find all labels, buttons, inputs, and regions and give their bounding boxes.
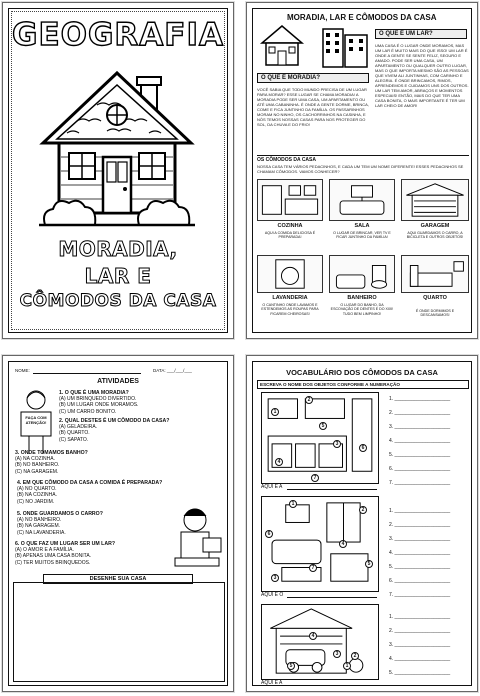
room-desc-living: O LUGAR DE BRINCAR, VER TV E FICAR JUNTINHO DA FAMÍLIA! (333, 231, 391, 240)
cover-page (2, 2, 234, 339)
cover-title: GEOGRAFIA (12, 17, 224, 53)
room-name-kitchen: COZINHA (277, 223, 303, 229)
question-5: 5. ONDE GUARDAMOS O CARRO? (A) NO BANHEIRO. (B) NA GARAGEM. (C) NA LAVANDERIA. (17, 511, 103, 536)
name-field[interactable] (33, 373, 141, 374)
question-1: 1. O QUE É UMA MORADIA? (A) UM BRINQUEDO DIVERTIDO. (B) UM LUGAR ONDE MORAMOS. (C) UM CARRO BONITO. (59, 390, 139, 415)
room-desc-kitchen: AQUI A COMIDA DELICIOSA É PREPARADA! (264, 231, 316, 240)
date-field[interactable]: DATA: ___/___/___ (153, 368, 192, 373)
cover-subtitle-line-1: MORADIA, (58, 237, 178, 261)
question-4: 4. EM QUE CÔMODO DA CASA A COMIDA É PREPARADA? (A) NO QUARTO. (B) NA COZINHA. (C) NO JARDIM. (17, 480, 163, 505)
room-name-bedroom: QUARTO (423, 295, 447, 301)
room-image-bathroom (329, 255, 395, 293)
q-lar-heading: O QUE É UM LAR? (375, 29, 467, 39)
garage-scene (261, 604, 379, 680)
room-image-bedroom (401, 255, 469, 293)
room-image-laundry (257, 255, 323, 293)
kitchen-answer-field[interactable] (287, 489, 377, 490)
room-name-garage: GARAGEM (420, 223, 450, 229)
cover-subtitle-line-3: CÔMODOS DA CASA (19, 291, 217, 311)
attention-sign: FAÇA COM ATENÇÃO! (25, 415, 47, 425)
house-illustration (37, 65, 197, 235)
boy-illustration (169, 506, 225, 568)
house-icon (259, 23, 305, 69)
vocabulary-page: VOCABULÁRIO DOS CÔMODOS DA CASA ESCREVA O NOME DOS OBJETOS CONFORME A NUMERAÇÃO 2 1 5 6 4 3 7 AQUI É A 1. ____________________ 2. ____________________ 3. ____________________ 4. ____________________ 5. ____________________ 6. ____________________ 7. ____________________ 1 2 6 4 7 5 3 AQUI É O 1. ____________________ 2. ____________________ 3. ____________________ 4. ____________________ 5. ____________________ 6. ____________________ 7. ____________________ 4 3 2 1 5 AQUI É A 1. ____________________ 2. ____________________ 3. ____________________ 4. ____________________ 5. ____________________ (246, 355, 478, 692)
q-moradia-text: VOCÊ SABIA QUE TODO MUNDO PRECISA DE UM LUGAR PARA MORAR? ESSE LUGAR SE CHAMA MORADIA! A MORADIA PODE SER UMA CASA, UM APARTAMENTO OU ATÉ UMA CABANINHA. É ONDE A GENTE DORME, BRINCA, COME E FICA JUNTINHO DA FAMÍLIA. OS PASSARINHOS MORAM NO NINHO, OS CACHORRINHOS NA CASINHA, E NÓS TEMOS NOSSAS CASAS PARA NOS PROTEGER DO SOL, DA CHUVA E DO FRIO! (257, 87, 369, 127)
comodos-heading: OS CÔMODOS DA CASA (257, 157, 316, 163)
reading-page (246, 2, 478, 339)
name-field-label: NOME: (15, 368, 30, 373)
activities-page (2, 355, 234, 692)
draw-heading: DESENHE SUA CASA (43, 574, 193, 584)
question-6: 6. O QUE FAZ UM LUGAR SER UM LAR? (A) O AMOR E A FAMÍLIA. (B) APENAS UMA CASA BONITA. (C) TER MUITOS BRINQUEDOS. (15, 541, 116, 566)
living-room-answer-label: AQUI É O (261, 592, 284, 598)
garage-answer-label: AQUI É A (261, 680, 283, 686)
room-name-bathroom: BANHEIRO (347, 295, 377, 301)
q-moradia-heading: O QUE É MORADIA? (257, 73, 369, 83)
kitchen-scene (261, 392, 379, 484)
comodos-text: NOSSA CASA TEM VÁRIOS PEDACINHOS, E CADA UM TEM UM NOME DIFERENTE! ESSES PEDACINHOS SE CHAMAM CÔMODOS. VAMOS CONHECER? (257, 164, 464, 174)
apartment-icon (319, 25, 371, 69)
room-desc-garage: AQUI GUARDAMOS O CARRO, A BICICLETA E OUTROS OBJETOS! (406, 231, 464, 240)
kitchen-answer-label: AQUI É A (261, 484, 283, 490)
room-name-laundry: LAVANDERIA (272, 295, 308, 301)
vocabulary-title: VOCABULÁRIO DOS CÔMODOS DA CASA (286, 368, 438, 377)
room-image-kitchen (257, 179, 323, 221)
room-image-living (329, 179, 395, 221)
question-3: 3. ONDE TOMAMOS BANHO? (A) NA COZINHA. (B) NO BANHEIRO. (C) NA GARAGEM. (15, 450, 88, 475)
living-room-answer-field[interactable] (287, 597, 377, 598)
room-image-garage (401, 179, 469, 221)
question-2: 2. QUAL DESTES É UM CÔMODO DA CASA? (A) GELADEIRA. (B) QUARTO. (C) SAPATO. (59, 418, 170, 443)
room-desc-bedroom: É ONDE DORMIMOS E DESCANSAMOS! (415, 309, 455, 318)
vocabulary-instruction: ESCREVA O NOME DOS OBJETOS CONFORME A NUMERAÇÃO (257, 380, 469, 389)
room-name-living: SALA (354, 223, 370, 229)
room-desc-laundry: O CANTINHO ONDE LAVAMOS E ESTENDEMOS AS ROUPAS PARA FICAREM CHEIROSAS! (261, 303, 319, 316)
activities-title: ATIVIDADES (97, 378, 139, 385)
cover-subtitle-line-2: LAR E (84, 264, 152, 288)
room-desc-bathroom: O LUGAR DO BANHO, DA ESCOVAÇÃO DE DENTES E DO XIXI! TUDO BEM LIMPINHO! (330, 303, 394, 316)
q-lar-text: UMA CASA É O LUGAR ONDE MORAMOS, MAS UM LAR É MUITO MAIS DO QUE ISSO! UM LAR É ONDE A GENTE SE SENTE FELIZ, SEGURO E AMADO. PODE SER UMA CASA, UM APARTAMENTO OU QUALQUER OUTRO LUGAR, MAS O QUE IMPORTA MESMO SÃO AS PESSOAS QUE VIVEM ALI JUNTINHAS, COM CARINHO E ALEGRIA. É ONDE BRINCAMOS, RIMOS, APRENDEMOS E CUIDAMOS UNS DOS OUTROS. UM LAR TEM AMOR, ABRAÇOS E MOMENTOS ESPECIAIS! ENTÃO, MAIS DO QUE TER UMA CASA BONITA, O MAIS IMPORTANTE É TER UM LAR CHEIO DE AMOR! (375, 43, 469, 108)
garage-answer-field[interactable] (287, 685, 377, 686)
reading-title: MORADIA, LAR E CÔMODOS DA CASA (287, 13, 437, 22)
drawing-area[interactable] (13, 582, 225, 682)
